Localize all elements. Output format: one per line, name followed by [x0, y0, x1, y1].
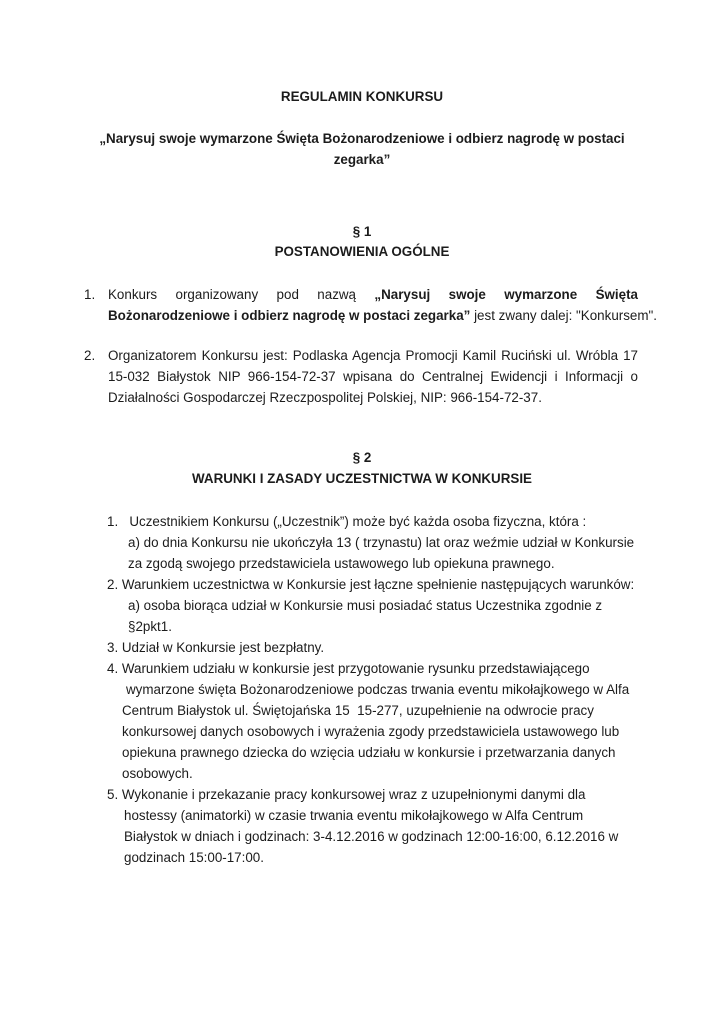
section2-heading: WARUNKI I ZASADY UCZESTNICTWA W KONKURSIE	[192, 471, 532, 486]
s1-item2-line3: Działalności Gospodarczej Rzeczpospolitej Polskiej, NIP: 966-154-72-37.	[108, 390, 542, 405]
s1-item1-line2	[108, 305, 657, 326]
s2-line-6: §2pkt1.	[128, 619, 172, 634]
s2-line-17: godzinach 15:00-17:00.	[124, 850, 264, 865]
s2-line-16: Białystok w dniach i godzinach: 3-4.12.2016 w godzinach 12:00-16:00, 6.12.2016 w	[124, 829, 619, 844]
document-title: REGULAMIN KONKURSU	[280, 89, 444, 104]
s2-line-13: osobowych.	[122, 766, 193, 781]
s2-line-1: 1. Uczestnikiem Konkursu („Uczestnik”) może być każda osoba fizyczna, która :	[107, 514, 587, 529]
s2-line-12: opiekuna prawnego dziecka do wzięcia udziału w konkursie i przetwarzania danych	[122, 745, 616, 760]
s2-line-8: 4. Warunkiem udziału w konkursie jest przygotowanie rysunku przedstawiającego	[107, 661, 590, 676]
s1-item1-text-cont: jest zwany dalej: "Konkursem".	[470, 308, 657, 323]
s2-line-11: konkursowej danych osobowych i wyrażenia zgody przedstawiciela ustawowego lub	[122, 724, 620, 739]
s2-line-9: wymarzone święta Bożonarodzeniowe podczas trwania eventu mikołajkowego w Alfa	[126, 682, 630, 697]
section2-number: § 2	[352, 450, 372, 465]
s1-item1-text: Konkurs organizowany pod nazwą	[108, 287, 375, 302]
s2-line-7: 3. Udział w Konkursie jest bezpłatny.	[107, 640, 325, 655]
s1-item2-number: 2.	[84, 348, 96, 363]
s1-item1-number: 1.	[84, 287, 96, 302]
s1-item2-line1: Organizatorem Konkursu jest: Podlaska Agencja Promocji Kamil Ruciński ul. Wróbla 17	[108, 348, 638, 363]
s2-line-3: za zgodą swojego przedstawiciela ustawowego lub opiekuna prawnego.	[128, 556, 555, 571]
s2-line-5: a) osoba biorąca udział w Konkursie musi posiadać status Uczestnika zgodnie z	[128, 598, 603, 613]
section1-heading: POSTANOWIENIA OGÓLNE	[274, 244, 450, 259]
s2-line-2: a) do dnia Konkursu nie ukończyła 13 ( trzynastu) lat oraz weźmie udział w Konkursie	[128, 535, 635, 550]
s1-item1-contest-name: „Narysuj swoje wymarzone Święta	[374, 287, 638, 302]
contest-name-line2: zegarka”	[333, 152, 391, 167]
s1-item1-line1	[108, 284, 638, 305]
s1-item2-line2: 15-032 Białystok NIP 966-154-72-37 wpisana do Centralnej Ewidencji i Informacji o	[108, 369, 638, 384]
section1-number: § 1	[352, 224, 372, 239]
s1-item1-contest-name-cont: Bożonarodzeniowe i odbierz nagrodę w postaci zegarka”	[108, 308, 471, 323]
s2-line-14: 5. Wykonanie i przekazanie pracy konkursowej wraz z uzupełnionymi danymi dla	[107, 787, 586, 802]
s2-line-10: Centrum Białystok ul. Świętojańska 15 15-277, uzupełnienie na odwrocie pracy	[122, 703, 594, 718]
s2-line-4: 2. Warunkiem uczestnictwa w Konkursie jest łączne spełnienie następujących warunków:	[107, 577, 635, 592]
contest-name-line1: „Narysuj swoje wymarzone Święta Bożonarodzeniowe i odbierz nagrodę w postaci	[99, 131, 625, 146]
s2-line-15: hostessy (animatorki) w czasie trwania eventu mikołajkowego w Alfa Centrum	[124, 808, 584, 823]
